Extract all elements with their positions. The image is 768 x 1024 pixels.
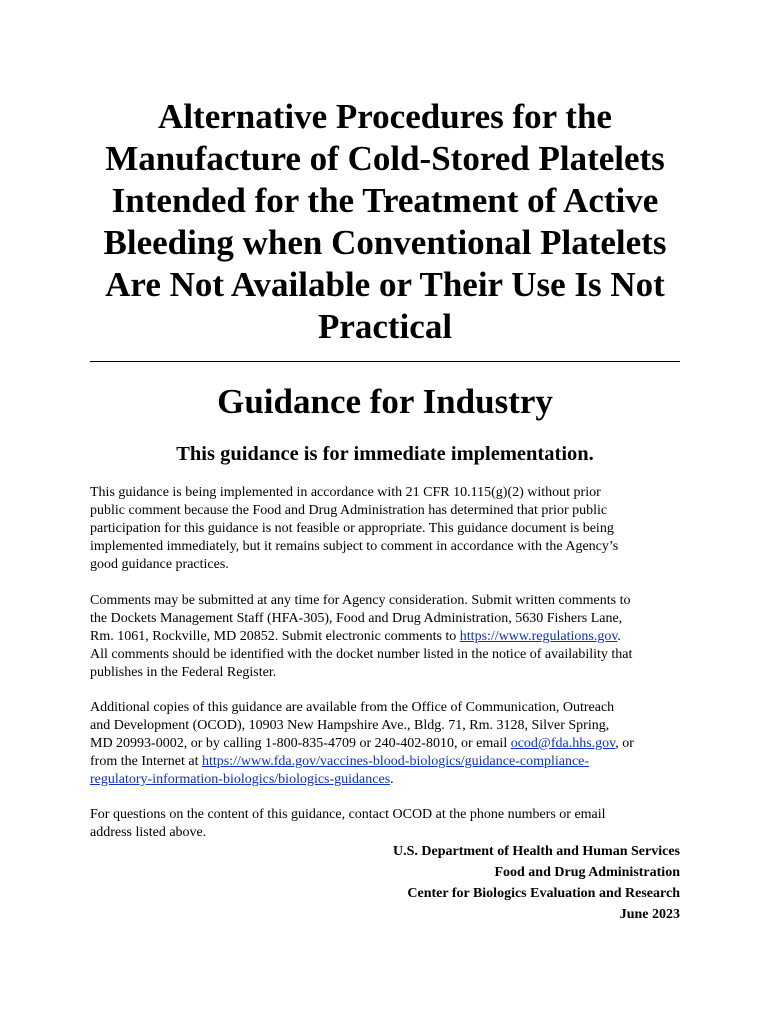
- title-line: Are Not Available or Their Use Is Not: [105, 265, 665, 304]
- text-line: Comments may be submitted at any time for Agency consideration. Submit written comments to: [90, 593, 631, 608]
- paragraph-additional-copies: [90, 699, 690, 789]
- text-line: address listed above.: [90, 825, 207, 840]
- title-line: Practical: [317, 307, 453, 346]
- issuing-agency-block: [260, 841, 680, 925]
- document-title: [90, 96, 680, 348]
- text-segment: MD 20993-0002, or by calling 1-800-835-4709 or 240-402-8010, or email: [90, 736, 511, 751]
- paragraph-implementation: [90, 484, 690, 574]
- text-line: good guidance practices.: [90, 557, 229, 572]
- document-subtitle: Guidance for Industry: [217, 382, 553, 421]
- title-line: Alternative Procedures for the: [158, 97, 612, 136]
- title-line: Intended for the Treatment of Active: [111, 181, 659, 220]
- text-line: participation for this guidance is not feasible or appropriate. This guidance document is being: [90, 521, 614, 536]
- implementation-notice: This guidance is for immediate implementation.: [176, 443, 594, 465]
- center-name: Center for Biologics Evaluation and Research: [407, 886, 680, 901]
- text-line: All comments should be identified with the docket number listed in the notice of availability that: [90, 647, 633, 662]
- text-line: [90, 735, 690, 753]
- title-divider: [90, 361, 680, 362]
- text-line: publishes in the Federal Register.: [90, 665, 277, 680]
- paragraph-comments: [90, 592, 690, 682]
- text-line: This guidance is being implemented in accordance with 21 CFR 10.115(g)(2) without prior: [90, 485, 601, 500]
- text-segment: .: [390, 772, 394, 787]
- text-line: implemented immediately, but it remains subject to comment in accordance with the Agency’s: [90, 539, 619, 554]
- publication-date: June 2023: [619, 907, 680, 922]
- text-line: Additional copies of this guidance are available from the Office of Communication, Outreach: [90, 700, 615, 715]
- text-segment: from the Internet at: [90, 754, 202, 769]
- fda-guidances-link-continued[interactable]: regulatory-information-biologics/biologics-guidances: [90, 772, 391, 787]
- fda-guidances-link[interactable]: https://www.fda.gov/vaccines-blood-biologics/guidance-compliance-: [201, 754, 590, 769]
- agency-name: Food and Drug Administration: [494, 865, 680, 880]
- title-line: Bleeding when Conventional Platelets: [103, 223, 667, 262]
- title-line: Manufacture of Cold-Stored Platelets: [105, 139, 665, 178]
- text-line: [90, 628, 690, 646]
- ocod-email-link[interactable]: ocod@fda.hhs.gov: [510, 736, 616, 751]
- text-line: [90, 753, 690, 771]
- text-line: the Dockets Management Staff (HFA-305), Food and Drug Administration, 5630 Fishers Lane,: [90, 611, 623, 626]
- text-line: For questions on the content of this guidance, contact OCOD at the phone numbers or email: [90, 807, 606, 822]
- text-segment: , or: [615, 736, 634, 751]
- department-name: U.S. Department of Health and Human Services: [393, 844, 680, 859]
- text-line: and Development (OCOD), 10903 New Hampshire Ave., Bldg. 71, Rm. 3128, Silver Spring,: [90, 718, 610, 733]
- text-line: [90, 771, 690, 789]
- text-segment: .: [617, 629, 621, 644]
- regulations-gov-link[interactable]: https://www.regulations.gov: [459, 629, 618, 644]
- text-line: public comment because the Food and Drug Administration has determined that prior public: [90, 503, 608, 518]
- paragraph-questions: [90, 806, 690, 842]
- text-segment: Rm. 1061, Rockville, MD 20852. Submit electronic comments to: [90, 629, 460, 644]
